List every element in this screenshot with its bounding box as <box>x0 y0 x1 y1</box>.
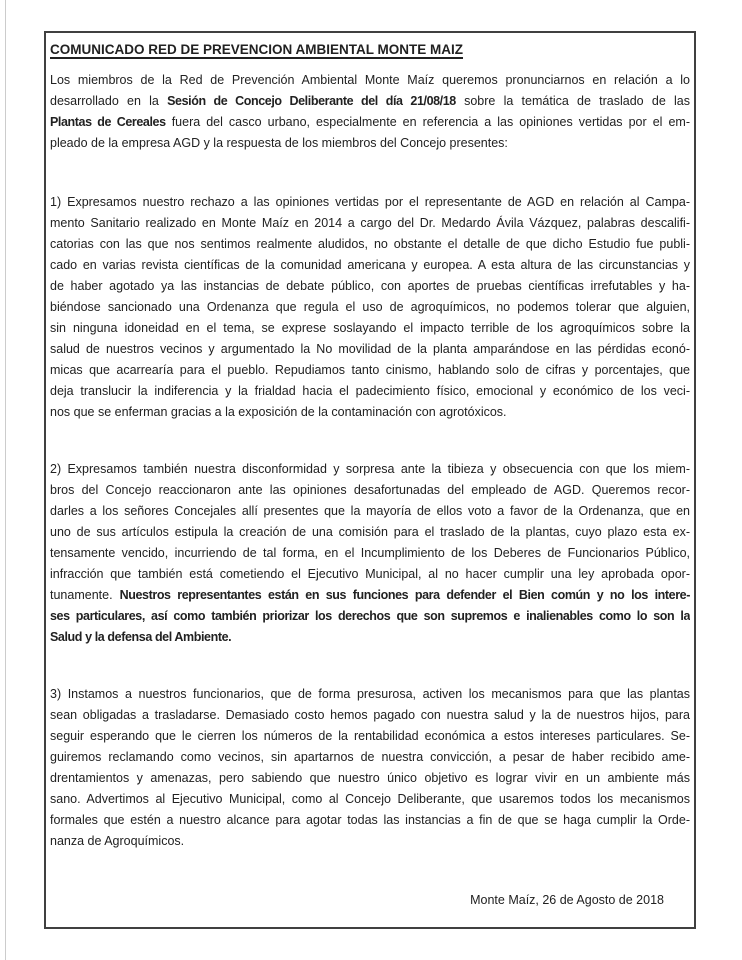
document-frame <box>44 31 696 929</box>
text-line: formales que estén a nuestro alcance para agotar todas las instancias a fin de que se haga cumplir la Orde- <box>50 813 690 827</box>
text-line: seguir esperando que le cierren los números de la rentabilidad económica a estos intereses particulares. Se- <box>50 729 690 743</box>
text-line: darles a los señores Concejales allí presentes que la mayoría de ellos voto a favor de la Ordenanza, que en <box>50 504 690 518</box>
paragraph-1 <box>50 192 690 423</box>
text-line: uno de sus artículos estipula la creación de una comisión para el traslado de la plantas, cuyo plazo esta ex- <box>50 525 690 539</box>
text-line: deja translucir la indiferencia y la frialdad hacia el padecimiento físico, emocional y económico de los veci- <box>50 384 690 398</box>
text-line: tensamente vencido, incurriendo de tal forma, en el Incumplimiento de los Deberes de Funcionarios Público, <box>50 546 690 560</box>
intro-paragraph <box>50 70 690 154</box>
text-line: 3) Instamos a nuestros funcionarios, que de forma presurosa, activen los mecanismos para que las plantas <box>50 687 690 701</box>
paragraph-2 <box>50 459 690 648</box>
text-line: Plantas de Cereales fuera del casco urbano, especialmente en referencia a las opiniones vertidas por el em- <box>50 115 690 129</box>
scan-edge-line <box>5 0 6 960</box>
text-line: 1) Expresamos nuestro rechazo a las opiniones vertidas por el representante de AGD en relación al Campa- <box>50 195 690 209</box>
text-line: drentamientos y amenazas, pero sabiendo que nuestro único objetivo es lograr vivir en un ambiente más <box>50 771 690 785</box>
text-line: infracción que también está cometiendo el Ejecutivo Municipal, al no hacer cumplir una ley aprobada opor- <box>50 567 690 581</box>
text-line: ses particulares, así como también priorizar los derechos que son supremos e inalienables como lo son la <box>50 609 690 623</box>
text-line: mento Sanitario realizado en Monte Maíz en 2014 a cargo del Dr. Medardo Ávila Vázquez, palabras descalifi- <box>50 216 690 230</box>
text-line: nanza de Agroquímicos. <box>50 834 185 848</box>
date-line: Monte Maíz, 26 de Agosto de 2018 <box>470 893 664 907</box>
text-line: cado en varias revista científicas de la comunidad americana y europea. A esta altura de las circunstancias y <box>50 258 690 272</box>
text-line: sin ninguna idoneidad en el tema, se exprese soslayando el impacto terrible de los agroquímicos sobre la <box>50 321 690 335</box>
text-line: guiremos reclamando como vecinos, sin apartarnos de nuestra convicción, a pesar de haber recibido ame- <box>50 750 690 764</box>
text-line: biéndose sancionado una Ordenanza que regula el uso de agroquímicos, no podemos tolerar que alguien, <box>50 300 690 314</box>
text-line: sean obligadas a trasladarse. Demasiado costo hemos pagado con nuestra salud y la de nuestros hijos, para <box>50 708 690 722</box>
text-line: bros del Concejo reaccionaron ante las opiniones desafortunadas del empleado de AGD. Queremos recor- <box>50 483 690 497</box>
text-line: sano. Advertimos al Ejecutivo Municipal, como al Concejo Deliberante, que usaremos todos los mecanismos <box>50 792 690 806</box>
text-line: Salud y la defensa del Ambiente. <box>50 630 232 644</box>
text-line: tunamente. Nuestros representantes están en sus funciones para defender el Bien común y no los intere- <box>50 588 690 602</box>
text-line: nos que se enferman gracias a la exposición de la contaminación con agrotóxicos. <box>50 405 507 419</box>
text-line: Los miembros de la Red de Prevención Ambiental Monte Maíz queremos pronunciarnos en relación a lo <box>50 73 690 87</box>
document-title: COMUNICADO RED DE PREVENCION AMBIENTAL MONTE MAIZ <box>50 42 464 57</box>
text-line: 2) Expresamos también nuestra disconformidad y sorpresa ante la tibieza y obsecuencia con que los miem- <box>50 462 690 476</box>
text-line: catorias con las que nos sentimos realmente aludidos, no obstante el detalle de que dicho Estudio fue publi- <box>50 237 690 251</box>
text-line: micas que acarrearía para el pueblo. Repudiamos tanto cinismo, hablando solo de cifras y porcentajes, que <box>50 363 690 377</box>
paragraph-3 <box>50 684 690 852</box>
text-line: salud de nuestros vecinos y argumentado la No movilidad de la planta amparándose en las pérdidas econó- <box>50 342 690 356</box>
text-line: desarrollado en la Sesión de Concejo Deliberante del día 21/08/18 sobre la temática de traslado de las <box>50 94 690 108</box>
text-line: pleado de la empresa AGD y la respuesta de los miembros del Concejo presentes: <box>50 136 508 150</box>
text-line: de haber agotado ya las instancias de debate público, con aportes de pruebas científicas irrefutables y ha- <box>50 279 690 293</box>
